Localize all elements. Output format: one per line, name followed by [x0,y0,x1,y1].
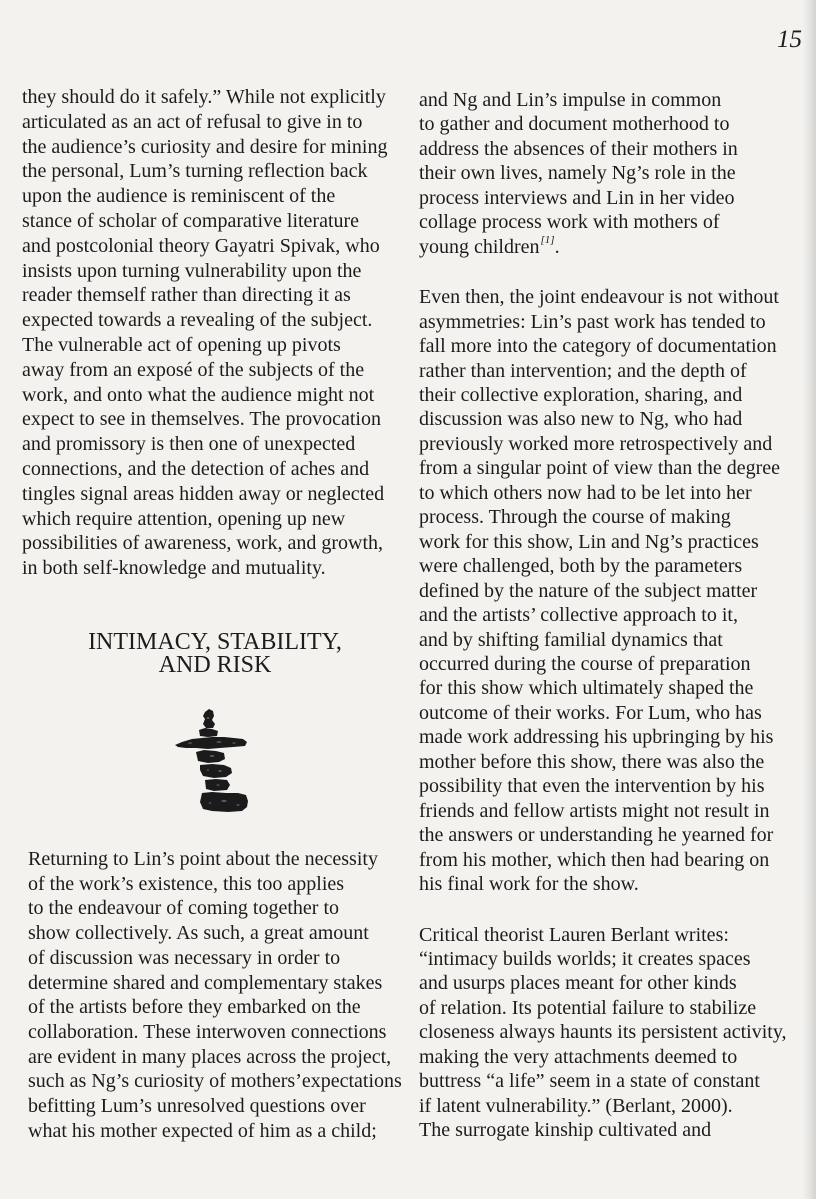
text-line: from his mother, which then had bearing on [419,848,770,871]
text-line-with-footnote [419,235,814,259]
text-line: the answers or understanding he yearned for [419,824,774,847]
text-line: articulated as an act of refusal to give in to [22,110,363,133]
text-line: “intimacy builds worlds; it creates spaces [419,947,751,970]
section-heading [20,631,410,677]
text-line: the personal, Lum’s turning reflection back [22,160,368,183]
text-line: to the endeavour of coming together to [28,897,340,920]
text-line: tingles signal areas hidden away or neglected [22,482,385,505]
text-line: from a singular point of view than the degree [419,457,780,480]
text-fragment: young children [419,235,540,258]
text-line: collage process work with mothers of [419,211,720,234]
text-line: address the absences of their mothers in [419,137,738,160]
text-line: Even then, the joint endeavour is not without [419,286,779,309]
text-line: Returning to Lin’s point about the necessity [28,848,378,870]
text-line: making the very attachments deemed to [419,1045,738,1068]
left-column-paragraph-2 [28,847,413,1143]
footnote-marker: [1] [540,233,555,246]
stone-shapes [175,709,248,812]
text-line: possibilities of awareness, work, and growth, [22,532,384,555]
section-heading-line: INTIMACY, STABILITY, [88,629,342,655]
text-line: and Ng and Lin’s impulse in common [419,89,722,111]
text-line: occurred during the course of preparation [419,652,751,675]
text-line: mother before this show, there was also the [419,750,765,773]
text-line: they should do it safely.” While not explicitly [22,86,386,108]
text-line: were challenged, both by the parameters [419,555,743,578]
text-line: determine shared and complementary stakes [28,971,383,994]
text-line: The surrogate kinship cultivated and [419,1119,712,1142]
text-line: stance of scholar of comparative literature [22,209,360,232]
text-line: and postcolonial theory Gayatri Spivak, who [22,234,380,257]
text-line: and promissory is then one of unexpected [22,433,356,456]
text-line: the audience’s curiosity and desire for mining [22,135,388,158]
text-line: and usurps places meant for other kinds [419,972,737,995]
text-line: which require attention, opening up new [22,507,346,530]
text-line: befitting Lum’s unresolved questions over [28,1095,366,1118]
text-line: away from an exposé of the subjects of the [22,358,365,381]
text-line: previously worked more retrospectively and [419,432,773,455]
section-heading-line: AND RISK [158,652,272,678]
text-line: made work addressing his upbringing by his [419,726,774,749]
text-line: reader themself rather than directing it as [22,284,351,307]
text-line: expect to see in themselves. The provocation [22,408,381,431]
text-line: expected towards a revealing of the subject. [22,309,373,332]
text-line: discussion was also new to Ng, who had [419,408,743,431]
text-line: show collectively. As such, a great amount [28,922,369,945]
text-line: defined by the nature of the subject matter [419,579,758,602]
text-line: of discussion was necessary in order to [28,946,341,969]
text-line: connections, and the detection of aches and [22,457,370,480]
text-line: process. Through the course of making [419,506,731,529]
text-line: closeness always haunts its persistent activity, [419,1021,787,1044]
text-line: possibility that even the intervention by his [419,775,765,798]
text-line: such as Ng’s curiosity of mothers’expectations [28,1070,402,1093]
text-line: outcome of their works. For Lum, who has [419,701,762,724]
right-column-paragraph-1 [419,88,814,259]
text-line: insists upon turning vulnerability upon the [22,259,362,282]
text-line: work for this show, Lin and Ng’s practices [419,530,759,553]
text-line: to which others now had to be let into her [419,481,752,504]
text-line: are evident in many places across the project, [28,1045,392,1068]
text-line: if latent vulnerability.” (Berlant, 2000). [419,1094,733,1117]
text-line: friends and fellow artists might not result in [419,799,770,822]
right-column-paragraph-3 [419,923,814,1143]
text-line: fall more into the category of documentation [419,335,777,358]
text-line: his final work for the show. [419,873,639,896]
left-column-paragraph-1 [22,85,407,581]
text-line: upon the audience is reminiscent of the [22,185,336,208]
text-line: and by shifting familial dynamics that [419,628,723,651]
text-line: and the artists’ collective approach to it, [419,604,738,627]
text-line: Critical theorist Lauren Berlant writes: [419,923,729,946]
text-line: rather than intervention; and the depth of [419,359,747,382]
text-line: of the artists before they embarked on the [28,996,361,1019]
page-number: 15 [777,26,802,53]
right-column-paragraph-2 [419,285,814,896]
text-line: their collective exploration, sharing, and [419,383,743,406]
text-line: buttress “a life” seem in a state of constant [419,1070,760,1093]
text-line: work, and onto what the audience might not [22,383,375,406]
text-line: what his mother expected of him as a child; [28,1119,377,1142]
text-line: The vulnerable act of opening up pivots [22,333,341,356]
text-line: process interviews and Lin in her video [419,186,735,209]
paragraph-lines [419,88,814,235]
inukshuk-icon [172,706,252,816]
text-fragment: . [554,235,560,258]
right-column [419,88,814,1143]
text-line: asymmetries: Lin’s past work has tended to [419,310,766,333]
text-line: collaboration. These interwoven connections [28,1020,387,1043]
text-line: in both self-knowledge and mutuality. [22,557,326,580]
text-line: of the work’s existence, this too applies [28,872,345,895]
text-line: of relation. Its potential failure to stabilize [419,996,757,1019]
text-line: for this show which ultimately shaped the [419,677,754,700]
text-line: to gather and document motherhood to [419,113,730,136]
text-line: their own lives, namely Ng’s role in the [419,162,736,185]
